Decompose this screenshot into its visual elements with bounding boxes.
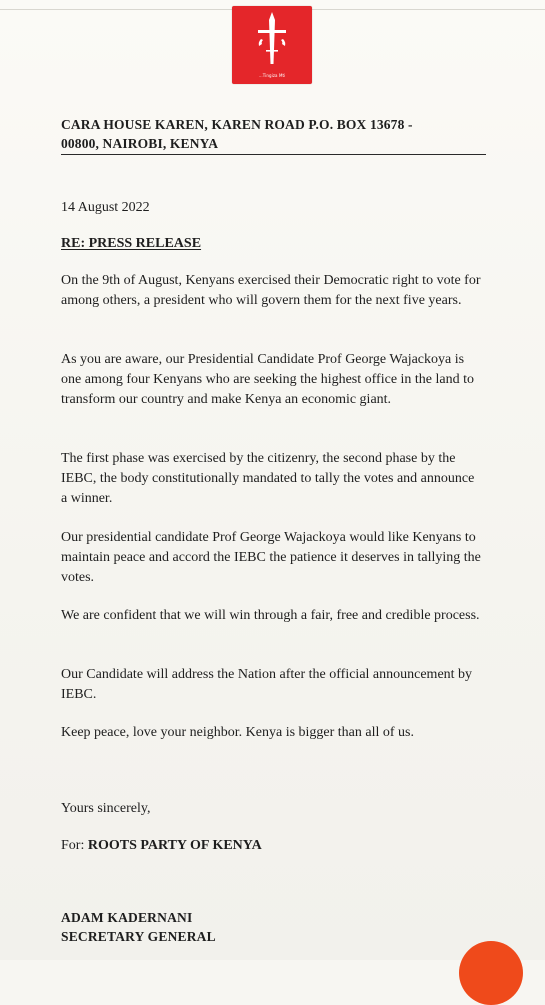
paragraph-6: Our Candidate will address the Nation after the official announcement by IEBC.: [61, 667, 473, 702]
closing-salutation: Yours sincerely,: [61, 801, 151, 816]
signer-name: ADAM KADERNANI: [61, 910, 193, 925]
signatory-party: [61, 836, 481, 856]
letter-subject: RE: PRESS RELEASE: [61, 236, 202, 251]
for-prefix: For:: [61, 838, 85, 853]
signer-block: [61, 908, 481, 946]
logo-tagline: ...Tingiza Mti: [258, 73, 286, 78]
party-logo: [232, 6, 312, 84]
address-line-1: CARA HOUSE KAREN, KAREN ROAD P.O. BOX 13678 -: [61, 117, 413, 132]
paragraph-3: The first phase was exercised by the citizenry, the second phase by the IEBC, the body constitutionally mandated to tally the votes and announce a winner.: [61, 451, 475, 506]
paragraph-2: As you are aware, our Presidential Candidate Prof George Wajackoya is one among four Kenyans who are seeking the highest office in the land to transform our country and make Kenya an economic giant.: [61, 352, 475, 407]
address-divider: [61, 154, 486, 155]
paragraph-1: On the 9th of August, Kenyans exercised their Democratic right to vote for among others, a president who will govern them for the next five years.: [61, 273, 481, 308]
paragraph-7: Keep peace, love your neighbor. Kenya is bigger than all of us.: [61, 725, 415, 740]
letterhead-address: [61, 115, 481, 153]
paragraph-4: Our presidential candidate Prof George Wajackoya would like Kenyans to maintain peace and accord the IEBC the patience it deserves in tallying the votes.: [61, 530, 481, 585]
paragraph-5: We are confident that we will win through a fair, free and credible process.: [61, 608, 480, 623]
floating-action-button[interactable]: [459, 941, 523, 1005]
address-line-2: 00800, NAIROBI, KENYA: [61, 136, 219, 151]
signer-title: SECRETARY GENERAL: [61, 929, 216, 944]
letter-date: 14 August 2022: [61, 200, 150, 215]
party-name: ROOTS PARTY OF KENYA: [87, 838, 262, 853]
